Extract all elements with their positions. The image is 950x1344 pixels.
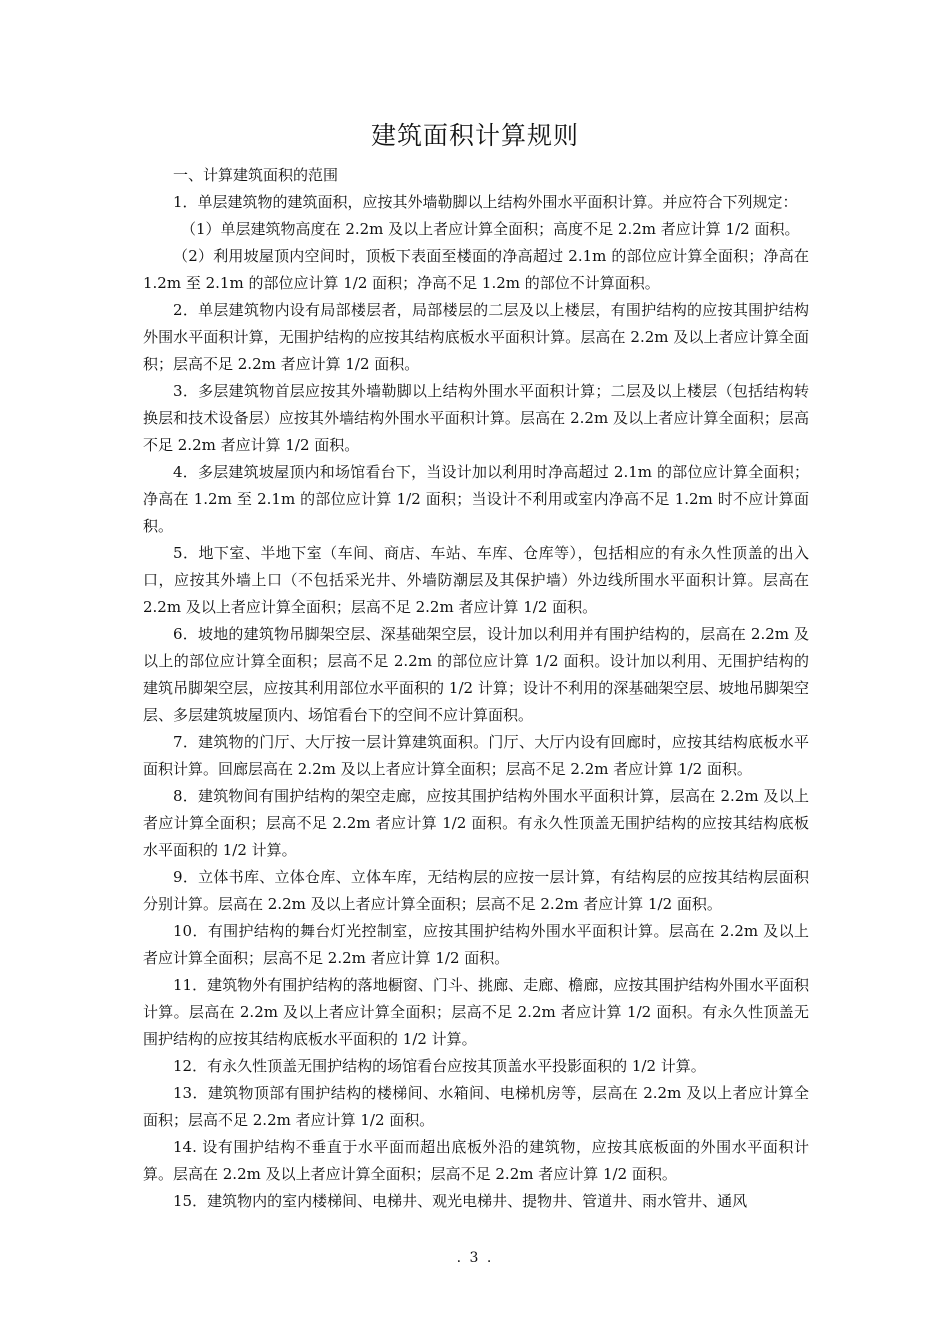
section-heading: 一、计算建筑面积的范围 [173, 166, 339, 184]
paragraph: 15．建筑物内的室内楼梯间、电梯井、观光电梯井、提物井、管道井、雨水管井、通风 [173, 1192, 748, 1210]
paragraph: 6．坡地的建筑物吊脚架空层、深基础架空层，设计加以利用并有围护结构的，层高在 2.2m 及以上的部位应计算全面积；层高不足 2.2m 的部位应计算 1/2 面积。设计加以利用、无围护结构的建筑吊脚架空层，应按其利用部位水平面积的 1/2 计算；设计不利用的深基础架空层、坡地吊脚架空层、多层建筑坡屋顶内、场馆看台下的空间不应计算面积。 [143, 625, 809, 724]
paragraph: 10．有围护结构的舞台灯光控制室，应按其围护结构外围水平面积计算。层高在 2.2m 及以上者应计算全面积；层高不足 2.2m 者应计算 1/2 面积。 [143, 922, 809, 967]
page-number: . 3 . [456, 1250, 494, 1266]
paragraph: 9．立体书库、立体仓库、立体车库，无结构层的应按一层计算，有结构层的应按其结构层面积分别计算。层高在 2.2m 及以上者应计算全面积；层高不足 2.2m 者应计算 1/2 面积。 [143, 868, 809, 913]
paragraph: 4．多层建筑坡屋顶内和场馆看台下，当设计加以利用时净高超过 2.1m 的部位应计算全面积；净高在 1.2m 至 2.1m 的部位应计算 1/2 面积；当设计不利用或室内净高不足 1.2m 时不应计算面积。 [143, 463, 809, 535]
document-body [143, 162, 809, 1215]
paragraph: 3．多层建筑物首层应按其外墙勒脚以上结构外围水平面积计算；二层及以上楼层（包括结构转换层和技术设备层）应按其外墙结构外围水平面积计算。层高在 2.2m 及以上者应计算全面积；层高不足 2.2m 者应计算 1/2 面积。 [143, 382, 809, 454]
paragraph: 7．建筑物的门厅、大厅按一层计算建筑面积。门厅、大厅内设有回廊时，应按其结构底板水平面积计算。回廊层高在 2.2m 及以上者应计算全面积；层高不足 2.2m 者应计算 1/2 面积。 [143, 733, 809, 778]
paragraph: （1）单层建筑物高度在 2.2m 及以上者应计算全面积；高度不足 2.2m 者应计算 1/2 面积。 [181, 220, 800, 238]
document-title: 建筑面积计算规则 [370, 121, 579, 150]
paragraph: 1．单层建筑物的建筑面积，应按其外墙勒脚以上结构外围水平面积计算。并应符合下列规定： [173, 193, 798, 211]
paragraph: 2．单层建筑物内设有局部楼层者，局部楼层的二层及以上楼层，有围护结构的应按其围护结构外围水平面积计算，无围护结构的应按其结构底板水平面积计算。层高在 2.2m 及以上者应计算全面积；层高不足 2.2m 者应计算 1/2 面积。 [143, 301, 809, 373]
paragraph: 14. 设有围护结构不垂直于水平面而超出底板外沿的建筑物，应按其底板面的外围水平面积计算。层高在 2.2m 及以上者应计算全面积；层高不足 2.2m 者应计算 1/2 面积。 [143, 1138, 809, 1183]
paragraph: 8．建筑物间有围护结构的架空走廊，应按其围护结构外围水平面积计算，层高在 2.2m 及以上者应计算全面积；层高不足 2.2m 者应计算 1/2 面积。有永久性顶盖无围护结构的应按其结构底板水平面积的 1/2 计算。 [143, 787, 809, 859]
paragraph: 13．建筑物顶部有围护结构的楼梯间、水箱间、电梯机房等，层高在 2.2m 及以上者应计算全面积；层高不足 2.2m 者应计算 1/2 面积。 [143, 1084, 809, 1129]
paragraph: 12．有永久性顶盖无围护结构的场馆看台应按其顶盖水平投影面积的 1/2 计算。 [173, 1057, 706, 1075]
paragraph: 11．建筑物外有围护结构的落地橱窗、门斗、挑廊、走廊、檐廊，应按其围护结构外围水平面积计算。层高在 2.2m 及以上者应计算全面积；层高不足 2.2m 者应计算 1/2 面积。有永久性顶盖无围护结构的应按其结构底板水平面积的 1/2 计算。 [143, 976, 809, 1048]
paragraph: （2）利用坡屋顶内空间时，顶板下表面至楼面的净高超过 2.1m 的部位应计算全面积；净高在 1.2m 至 2.1m 的部位应计算 1/2 面积；净高不足 1.2m 的部位不计算面积。 [143, 247, 809, 292]
paragraph: 5．地下室、半地下室（车间、商店、车站、车库、仓库等），包括相应的有永久性顶盖的出入口，应按其外墙上口（不包括采光井、外墙防潮层及其保护墙）外边线所围水平面积计算。层高在 2.2m 及以上者应计算全面积；层高不足 2.2m 者应计算 1/2 面积。 [143, 544, 809, 616]
